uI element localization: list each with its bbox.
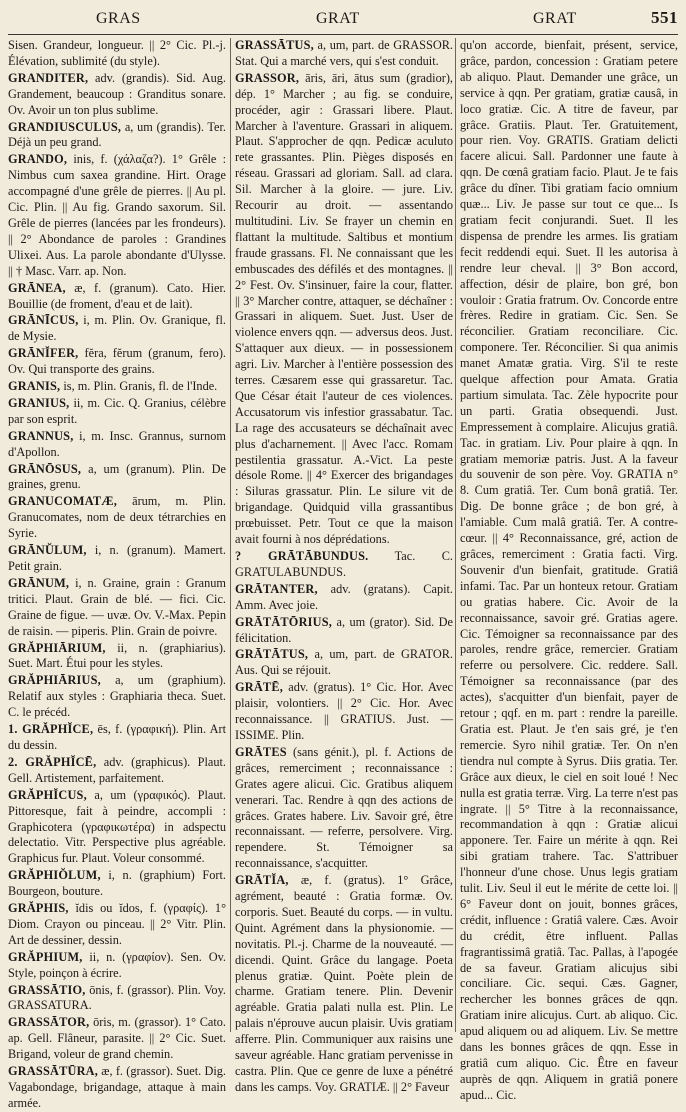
dictionary-entry <box>8 396 226 428</box>
dictionary-entry <box>8 722 226 754</box>
dictionary-entry <box>8 576 226 640</box>
entry-headword: GRĀTES <box>235 744 287 759</box>
entry-definition: adv. (gratans). Capit. Amm. Avec joie. <box>235 581 454 612</box>
entry-definition: i, m. Plin. Ov. Granique, fl. de Mysie. <box>8 313 226 344</box>
entry-definition: āris, āri, ātus sum (gradior), dép. 1° Marcher ; au fig. se conduire, procéder, agir : Grassari libere. Plaut. Marcher à l'aventure. Grassari in aliquem. Plaut. S'approcher de qqn. Pedicæ aculuto rete grassantes. Plin. Pièges disposés en réseau. Grassari ad gloriam. Sall. ad clara. Sil. Marcher à la gloire. — jure. Liv. Recourir au droit. — assentando multitudini. Liv. Se frayer un chemin en flattant la multitude. Saltibus et montium fraude grassans. Fl. Ne connaissant que les embuscades des défilés et des montagnes. || 2° Fest. Ov. S'insinuer, faire la cour, flatter. || 3° Marcher contre, attaquer, se déchaîner : Grassari in aliquem. Suet. Just. User de violence envers qqn. — adversus deos. Just. S'attaquer aux dieux. — in possessionem agri. Liv. Marcher à l'entière possession des terres. Cæsarem esse qui grassaretur. Tac. Que César était l'auteur de ces violences. Accusatorum vis infestior grassabatur. Tac. La rage des accusateurs se déchaînait avec plus d'acharnement. || Avec l'acc. Romam pestilentia grassatur. A.-Vict. La peste désole Rome. || 4° Exercer des brigandages : Siluras grassatur. Plin. Le silure vit de brigandage. Quidquid villa grassantibus prœbuisset. Petr. Tout ce que la maison avait fourni à nos déprédations. <box>235 70 453 547</box>
dictionary-entry <box>8 462 226 494</box>
dictionary-entry <box>8 543 226 575</box>
entry-definition: ārum, m. Plin. Granucomates, nom de deux tétrarchies en Syrie. <box>8 494 226 541</box>
entry-definition: a, um, part. de GRASSOR. Stat. Qui a marché vers, qui s'est conduit. <box>235 38 453 68</box>
dictionary-entry <box>8 152 226 279</box>
dictionary-entry <box>8 673 226 721</box>
entry-definition: ĭdis ou ĭdos, f. (γραφίς). 1° Diom. Crayon ou pinceau. || 2° Vitr. Plin. Art de dessiner, dessin. <box>8 901 226 947</box>
entry-definition: a, um, part. de GRATOR. Aus. Qui se réjouit. <box>235 647 453 678</box>
entry-definition: i, n. Graine, grain : Granum tritici. Plaut. Grain de blé. — fici. Cic. Graine de figue. — uvæ. Ov. V.-Max. Pepin de raisin. — piperis. Plin. Grain de poivre. <box>8 575 226 638</box>
entry-headword: GRĀNEA, <box>8 280 66 295</box>
dictionary-entry <box>8 950 226 982</box>
entry-definition: æ, f. (granum). Cato. Hier. Bouillie (de froment, d'eau et de lait). <box>8 280 226 311</box>
entry-headword: GRANNUS, <box>8 428 74 443</box>
dictionary-entry <box>8 120 226 152</box>
entry-definition: adv. (grandis). Sid. Aug. Grandement, beaucoup : Granditus sonare. Ov. Avoir un ton plus sublime. <box>8 70 226 117</box>
entry-definition: ii, m. Cic. Q. Granius, célèbre par son esprit. <box>8 395 226 426</box>
entry-headword: ? GRĀTĀBUNDUS. <box>235 549 369 563</box>
dictionary-entry <box>235 873 453 1096</box>
dictionary-entry <box>8 313 226 345</box>
column-1 <box>8 38 227 1110</box>
header-left-guide-word: GRAS <box>96 10 141 27</box>
entry-definition: æ, f. (gratus). 1° Grâce, agrément, beauté : Gratia formæ. Ov. corporis. Suet. Beauté du corps. — in vultu. Quint. Agrément dans la physionomie. — novitatis. Pl.-j. Charme de la nouveauté. — dicendi. Quint. Grâce du langage. Poeta plenus gratiæ. Quint. Poète plein de charme. Gratiam tenere. Plin. Devenir agréable. Gratia palati nulla est. Plin. Le palais n'éprouve aucun plaisir. Uvis gratiam afferre. Plin. Communiquer aux raisins une saveur agréable. Hanc gratiam pervenisse in castra. Plin. Que ce genre de luxe a pénétré dans les camps. Voy. GRATIÆ. || 2° Faveur <box>235 873 453 1094</box>
entry-definition: adv. (gratus). 1° Cic. Hor. Avec plaisir, volontiers. || 2° Cic. Hor. Avec reconnaissance. || GRATIUS. Just. — ISSIME. Plin. <box>235 680 453 742</box>
entry-headword: 1. GRĂPHĬCE, <box>8 722 94 737</box>
dictionary-entry <box>8 641 226 673</box>
entry-definition: a, um (granum). Plin. De graines, grenu. <box>8 461 227 492</box>
entry-definition: a, um (grator). Sid. De félicitation. <box>235 614 453 645</box>
column-2 <box>235 38 454 1094</box>
dictionary-entry <box>8 38 226 70</box>
entry-definition: inis, f. (χάλαζα?). 1° Grêle : Nimbus cum saxea grandine. Hirt. Orage accompagné d'une grêle de pierres. || Au pl. Cic. Plin. || Au fig. Grando saxorum. Sil. Grêle de pierres (lancées par les frondeurs). || 2° Abondance de paroles : Grandines Ulixei. Aus. La parole abondante d'Ulysse. || † Masc. Varr. ap. Non. <box>8 152 226 278</box>
dictionary-entry <box>235 745 453 872</box>
page-number: 551 <box>651 8 678 27</box>
entry-headword: GRĀTĀTUS, <box>235 647 309 662</box>
entry-headword: GRĀNĬFER, <box>8 346 79 361</box>
entry-headword: GRĂPHIS, <box>8 901 69 916</box>
entry-definition: qu'on accorde, bienfait, présent, service, grâce, pardon, concession : Gratiam petere ab aliquo. Plaut. Demander une grâce, un service à qqn. Per gratiam, gratiæ causâ, in loco gratiæ. Cic. A titre de faveur, par grâce. Gratiis. Plaut. Ter. Gratuitement, pour rien. Voy. GRATIS. Gratiam delicti facere alicui. Sall. Pardonner une faute à qqn. De cœnâ gratiam facio. Plaut. Je te fais grâce du dîner. Tibi gratiam facio omnium quæ... Liv. Je passe sur tout ce que... Is gratiam fecit conjurandi. Suet. Il les dispensa de prendre les armes. Iis gratiam fecit reddendi equi. Suet. Il les autorisa à rendre leur cheval. || 3° Bon accord, affection, désir de plaire, bon gré, bon vouloir : Gratia fratrum. Ov. Concorde entre frères. Redire in gratiam. Cic. Sen. Se réconcilier. Gratiam reconciliare. Cic. componere. Ter. Réconcilier. Si qua animis manet Amatæ gratia. Virg. S'il te reste quelque affection pour Amata. Gratia partium simulata. Tac. Zèle hypocrite pour un parti. Gratia obsequendi. Just. Empressement à complaire. Alicujus gratiâ. Tac. in gratiam. Liv. Pour plaire à qqn. In gratiam memoriæ patris. Just. A la faveur du souvenir de son père. Voy. GRATIA n° 8. Cum gratiâ. Ter. Cum bonâ gratiâ. Ter. Dig. De bonne grâce ; de bon gré, à l'amiable. Cum malâ gratiâ. Ter. A contre-cœur. || 4° Reconnaissance, gré, action de grâces, remerciment : Gratia facti. Virg. Souvenir d'un bienfait, gratitude. Gratiâ infami. Tac. Par un honteux retour. Gratiam ou gratias habere. Cic. Avoir de la reconnaissance, savoir gré. Gratias agere. Cic. Témoigner sa reconnaissance par des paroles, rendre grâce, remercier. Gratiam referre ou persolvere. Cic. reddere. Sall. Témoigner sa reconnaissance (par des actes), s'acquitter d'un bienfait, payer de retour ; qqf. en m. part : rendre la pareille. Gratia est. Plaut. Je t'en sais gré, je t'en remercie. Syro nihil gratiæ. Ter. On n'en tiendra nul compte à Syrus. Diis gratia. Ter. Grâce aux dieux, le ciel en soit loué ! Nec nulla est gratia terræ. Virg. La terre n'est pas ingrate. || 5° Titre à la reconnaissance, recommandation à qqn : Gratiæ alicui apponere. Ter. Faire un mérite à qqn. Rei sibi gratiam trahere. Tac. S'attribuer l'honneur d'une chose. Unus legis gratiam tulit. Liv. Seul il eut le mérite de cette loi. || 6° Faveur dont on jouit, bonnes grâces, crédit, influence : Gratiâ valere. Cæs. Avoir du crédit, être influent. Pallas fragrantissimâ gratiâ. Tac. Pallas, à l'apogée de sa faveur. Gratiam alicujus sibi conciliare. Cic. sequi. Cæs. Gagner, rechercher les bonnes grâces de qqn. Gratiam inire alicujus. Curt. ab aliquo. Cic. apud aliquem ou ad aliquem. Liv. Se mettre dans les bonnes grâces de qqn. Esse in gratiâ cum aliquo. Cic. Être en faveur auprès de qqn. Aliquem in gratiâ ponere apud... Cic. <box>460 38 678 1102</box>
entry-headword: GRANDO, <box>8 152 68 167</box>
entry-headword: GRĀTĬA, <box>235 873 289 888</box>
entry-definition: Sisen. Grandeur, longueur. || 2° Cic. Pl.-j. Élévation, sublimité (du style). <box>8 38 226 68</box>
entry-definition: ēs, f. (γραφική). Plin. Art du dessin. <box>8 722 227 752</box>
entry-definition: i, m. Insc. Grannus, surnom d'Apollon. <box>8 428 226 459</box>
dictionary-entry <box>460 38 678 1104</box>
dictionary-entry <box>235 549 453 581</box>
entry-headword: GRĂPHIĀRIUS, <box>8 673 101 688</box>
entry-headword: GRANDIUSCULUS, <box>8 119 122 134</box>
column-divider <box>455 38 456 1032</box>
column-3 <box>460 38 678 1102</box>
dictionary-entry <box>8 983 226 1015</box>
entry-headword: GRANUCOMATÆ, <box>8 494 118 509</box>
entry-definition: a, um (γραφικός). Plaut. Pittoresque, fait à peindre, accompli : Graphicotera (γραφικωτέρα) in adspectu delectatio. Vitr. Perspective plus agréable. Graphicus fur. Plaut. Voleur consommé. <box>8 787 227 866</box>
entry-headword: GRANIUS, <box>8 395 70 410</box>
dictionary-entry <box>8 281 226 313</box>
dictionary-entry <box>8 1015 226 1063</box>
dictionary-entry <box>8 755 226 787</box>
entry-headword: GRASSĀTUS, <box>235 38 314 52</box>
entry-headword: GRĀNUM, <box>8 575 70 590</box>
header-rule <box>8 34 678 35</box>
entry-headword: GRĂPHIŎLUM, <box>8 868 101 883</box>
dictionary-entry <box>8 379 226 395</box>
entry-definition: Tac. C. GRATULABUNDUS. <box>235 549 453 579</box>
entry-definition: (sans génit.), pl. f. Actions de grâces, remerciment ; reconnaissance : Grates agere alicui. Cic. Gratibus aliquem venerari. Tac. Rendre à qqn des actions de grâces. Grates habere. Liv. Savoir gré, être reconnaissant. — referre, persolvere. Virg. rependere. St. Témoigner sa reconnaissance, s'acquitter. <box>235 744 453 871</box>
entry-headword: GRASSOR, <box>235 70 300 85</box>
dictionary-entry <box>235 582 453 614</box>
entry-headword: GRĀNĪCUS, <box>8 313 79 328</box>
entry-definition: ōnis, f. (grassor). Plin. Voy. GRASSATURA. <box>8 982 226 1013</box>
entry-definition: a, um (grandis). Ter. Déjà un peu grand. <box>8 119 226 150</box>
entry-headword: 2. GRĂPHĬCĒ, <box>8 754 97 769</box>
dictionary-entry <box>8 494 226 542</box>
entry-headword: GRANDITER, <box>8 70 89 85</box>
entry-headword: GRĀNŌSUS, <box>8 461 82 476</box>
header-center-guide-word: GRAT <box>316 10 360 27</box>
dictionary-entry <box>8 71 226 119</box>
entry-headword: GRASSĀTIO, <box>8 982 86 997</box>
entry-headword: GRĂPHĬCUS, <box>8 787 87 802</box>
entry-definition: i, n. (granum). Mamert. Petit grain. <box>8 543 226 573</box>
dictionary-entry <box>8 1064 226 1112</box>
entry-definition: æ, f. (grassor). Suet. Dig. Vagabondage, brigandage, attaque à main armée. <box>8 1064 226 1110</box>
entry-definition: is, m. Plin. Granis, fl. de l'Inde. <box>63 379 218 394</box>
dictionary-entry <box>8 429 226 461</box>
entry-definition: a, um (graphium). Relatif aux styles : Graphiaria theca. Suet. C. le précéd. <box>8 673 226 720</box>
entry-definition: ii, n. (γραφίον). Sen. Ov. Style, poinçon à écrire. <box>8 949 226 980</box>
header-right-guide-word: GRAT <box>533 10 577 27</box>
entry-headword: GRĀNŬLUM, <box>8 543 87 558</box>
dictionary-entry <box>8 901 226 949</box>
entry-headword: GRĀTANTER, <box>235 581 318 596</box>
dictionary-entry <box>8 346 226 378</box>
entry-definition: adv. (graphicus). Plaut. Gell. Artistement, parfaitement. <box>8 754 226 785</box>
column-divider <box>230 38 231 1032</box>
entry-definition: ōris, m. (grassor). 1° Cato. ap. Gell. Flâneur, parasite. || 2° Cic. Suet. Brigand, voleur de grand chemin. <box>8 1015 227 1062</box>
dictionary-entry <box>8 788 226 868</box>
entry-headword: GRASSĀTOR, <box>8 1015 90 1030</box>
dictionary-entry <box>235 647 453 679</box>
entry-headword: GRASSĀTŪRA, <box>8 1064 99 1079</box>
entry-headword: GRĀTĒ, <box>235 680 284 695</box>
dictionary-entry <box>235 38 453 70</box>
entry-definition: ii, n. (graphiarius). Suet. Mart. Étui pour les styles. <box>8 640 226 671</box>
dictionary-entry <box>235 71 453 548</box>
entry-definition: i, n. (graphium) Fort. Bourgeon, bouture. <box>8 868 226 899</box>
entry-headword: GRĀTĀTŌRIUS, <box>235 614 333 629</box>
entry-definition: fĕra, fĕrum (granum, fero). Ov. Qui transporte des grains. <box>8 346 226 377</box>
dictionary-entry <box>235 680 453 744</box>
entry-headword: GRĂPHIĀRIUM, <box>8 640 106 655</box>
dictionary-entry <box>235 615 453 647</box>
running-header <box>0 10 686 32</box>
entry-headword: GRĂPHIUM, <box>8 949 83 964</box>
entry-headword: GRANIS, <box>8 379 61 394</box>
dictionary-entry <box>8 868 226 900</box>
